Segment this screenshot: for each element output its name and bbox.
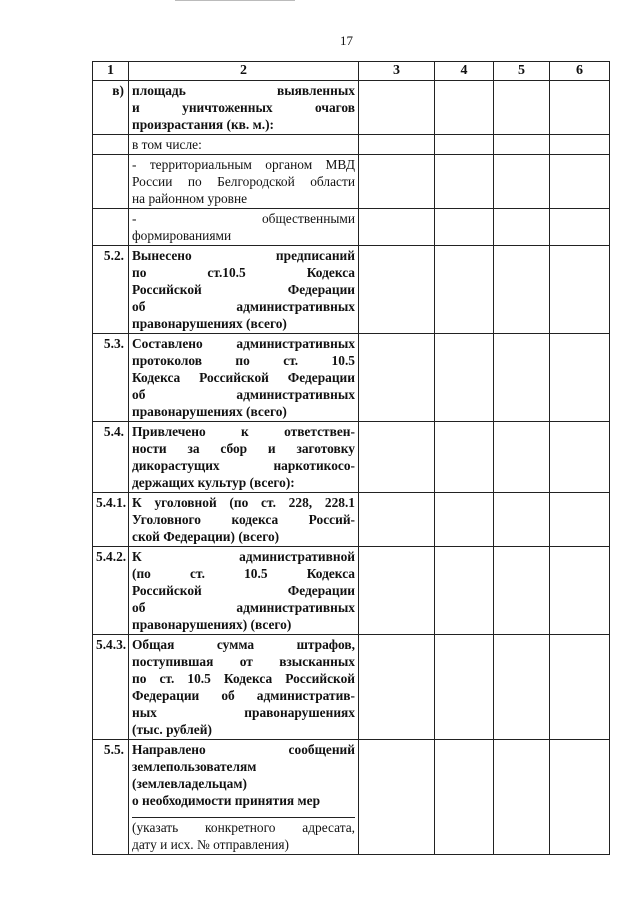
value-cell (359, 155, 435, 209)
description-line: правонарушениях (всего) (132, 316, 287, 331)
description-line: протоколов по ст. 10.5 (132, 353, 355, 368)
header-cell: 2 (129, 62, 359, 81)
value-cell (359, 493, 435, 547)
value-cell (550, 155, 610, 209)
row-description (129, 209, 359, 246)
header-cell: 6 (550, 62, 610, 81)
description-line: землепользователям (132, 759, 257, 774)
row-number: 5.3. (93, 334, 129, 422)
row-description (129, 547, 359, 635)
description-line: об административных (132, 600, 355, 615)
description-line: России по Белгородской области (132, 174, 355, 189)
row-description (129, 81, 359, 135)
table-row (93, 135, 610, 155)
scan-artifact-line (175, 0, 295, 1)
description-line: правонарушениях (всего) (132, 404, 287, 419)
description-line: в том числе: (132, 137, 202, 152)
description-line: Российской Федерации (132, 583, 355, 598)
value-cell (359, 246, 435, 334)
value-cell (435, 635, 494, 740)
row-number: 5.2. (93, 246, 129, 334)
table-row (93, 334, 610, 422)
value-cell (435, 135, 494, 155)
value-cell (550, 635, 610, 740)
report-table (92, 61, 610, 855)
value-cell (494, 334, 550, 422)
header-cell: 3 (359, 62, 435, 81)
value-cell (435, 246, 494, 334)
table-row (93, 635, 610, 740)
table-row (93, 155, 610, 209)
description-line: ности за сбор и заготовку (132, 441, 355, 456)
table-row (93, 246, 610, 334)
value-cell (435, 422, 494, 493)
description-line: Вынесено предписаний (132, 248, 355, 263)
value-cell (494, 740, 550, 855)
row-number: 5.5. (93, 740, 129, 855)
value-cell (550, 493, 610, 547)
row-number: 5.4.2. (93, 547, 129, 635)
table-row (93, 81, 610, 135)
row-description (129, 246, 359, 334)
description-line: Привлечено к ответствен- (132, 424, 355, 439)
value-cell (435, 547, 494, 635)
description-line: Общая сумма штрафов, (132, 637, 355, 652)
description-line: правонарушениях) (всего) (132, 617, 292, 632)
description-line: площадь выявленных (132, 83, 355, 98)
table-row (93, 493, 610, 547)
row-number (93, 209, 129, 246)
description-line: - общественными (132, 211, 355, 226)
row-description (129, 135, 359, 155)
description-line: произрастания (кв. м.): (132, 117, 274, 132)
row-number (93, 155, 129, 209)
row-number: в) (93, 81, 129, 135)
description-line: об административных (132, 387, 355, 402)
description-line: формированиями (132, 228, 232, 243)
value-cell (550, 246, 610, 334)
description-line: (тыс. рублей) (132, 722, 212, 737)
value-cell (550, 334, 610, 422)
description-line: по ст.10.5 Кодекса (132, 265, 355, 280)
description-line: Составлено административных (132, 336, 355, 351)
description-line: о необходимости принятия мер (132, 793, 321, 808)
value-cell (494, 493, 550, 547)
description-line: об административных (132, 299, 355, 314)
header-cell: 5 (494, 62, 550, 81)
description-line: Российской Федерации (132, 282, 355, 297)
value-cell (550, 81, 610, 135)
note-line: (указать конкретного адресата, (132, 820, 355, 835)
value-cell (494, 246, 550, 334)
value-cell (359, 635, 435, 740)
value-cell (359, 422, 435, 493)
value-cell (550, 422, 610, 493)
value-cell (494, 209, 550, 246)
description-line: Кодекса Российской Федерации (132, 370, 355, 385)
description-line: по ст. 10.5 Кодекса Российской (132, 671, 355, 686)
description-line: и уничтоженных очагов (132, 100, 355, 115)
row-description (129, 422, 359, 493)
description-line: К уголовной (по ст. 228, 228.1 (132, 495, 355, 510)
row-number: 5.4.3. (93, 635, 129, 740)
value-cell (359, 547, 435, 635)
value-cell (494, 547, 550, 635)
row-description (129, 334, 359, 422)
row-description (129, 493, 359, 547)
description-line: Уголовного кодекса Россий- (132, 512, 355, 527)
value-cell (435, 155, 494, 209)
value-cell (359, 135, 435, 155)
value-cell (359, 740, 435, 855)
description-line: поступившая от взысканных (132, 654, 355, 669)
value-cell (435, 81, 494, 135)
table-row (93, 209, 610, 246)
table-row (93, 547, 610, 635)
row-description (129, 155, 359, 209)
value-cell (494, 135, 550, 155)
description-line: ской Федерации) (всего) (132, 529, 280, 544)
description-line: ных правонарушениях (132, 705, 355, 720)
description-line: Направлено сообщений (132, 742, 355, 757)
description-line: - территориальным органом МВД (132, 157, 355, 172)
page-number: 17 (340, 33, 353, 48)
value-cell (550, 740, 610, 855)
header-cell: 4 (435, 62, 494, 81)
header-cell: 1 (93, 62, 129, 81)
row-number: 5.4. (93, 422, 129, 493)
value-cell (550, 209, 610, 246)
table-row (93, 740, 610, 855)
row-number: 5.4.1. (93, 493, 129, 547)
description-line: Федерации об административ- (132, 688, 355, 703)
row-number (93, 135, 129, 155)
value-cell (494, 81, 550, 135)
value-cell (435, 493, 494, 547)
description-line: держащих культур (всего): (132, 475, 295, 490)
value-cell (359, 209, 435, 246)
value-cell (550, 547, 610, 635)
value-cell (494, 635, 550, 740)
addressee-note (132, 817, 355, 853)
value-cell (435, 334, 494, 422)
description-line: на районном уровне (132, 191, 248, 206)
row-description (129, 740, 359, 855)
value-cell (550, 135, 610, 155)
header-row (93, 62, 610, 81)
value-cell (435, 740, 494, 855)
value-cell (359, 81, 435, 135)
description-line: (землевладельцам) (132, 776, 247, 791)
description-line: К административной (132, 549, 355, 564)
note-line: дату и исх. № отправления) (132, 837, 289, 852)
value-cell (435, 209, 494, 246)
row-description (129, 635, 359, 740)
value-cell (359, 334, 435, 422)
value-cell (494, 155, 550, 209)
description-line: (по ст. 10.5 Кодекса (132, 566, 355, 581)
table-row (93, 422, 610, 493)
value-cell (494, 422, 550, 493)
description-line: дикорастущих наркотикосо- (132, 458, 355, 473)
